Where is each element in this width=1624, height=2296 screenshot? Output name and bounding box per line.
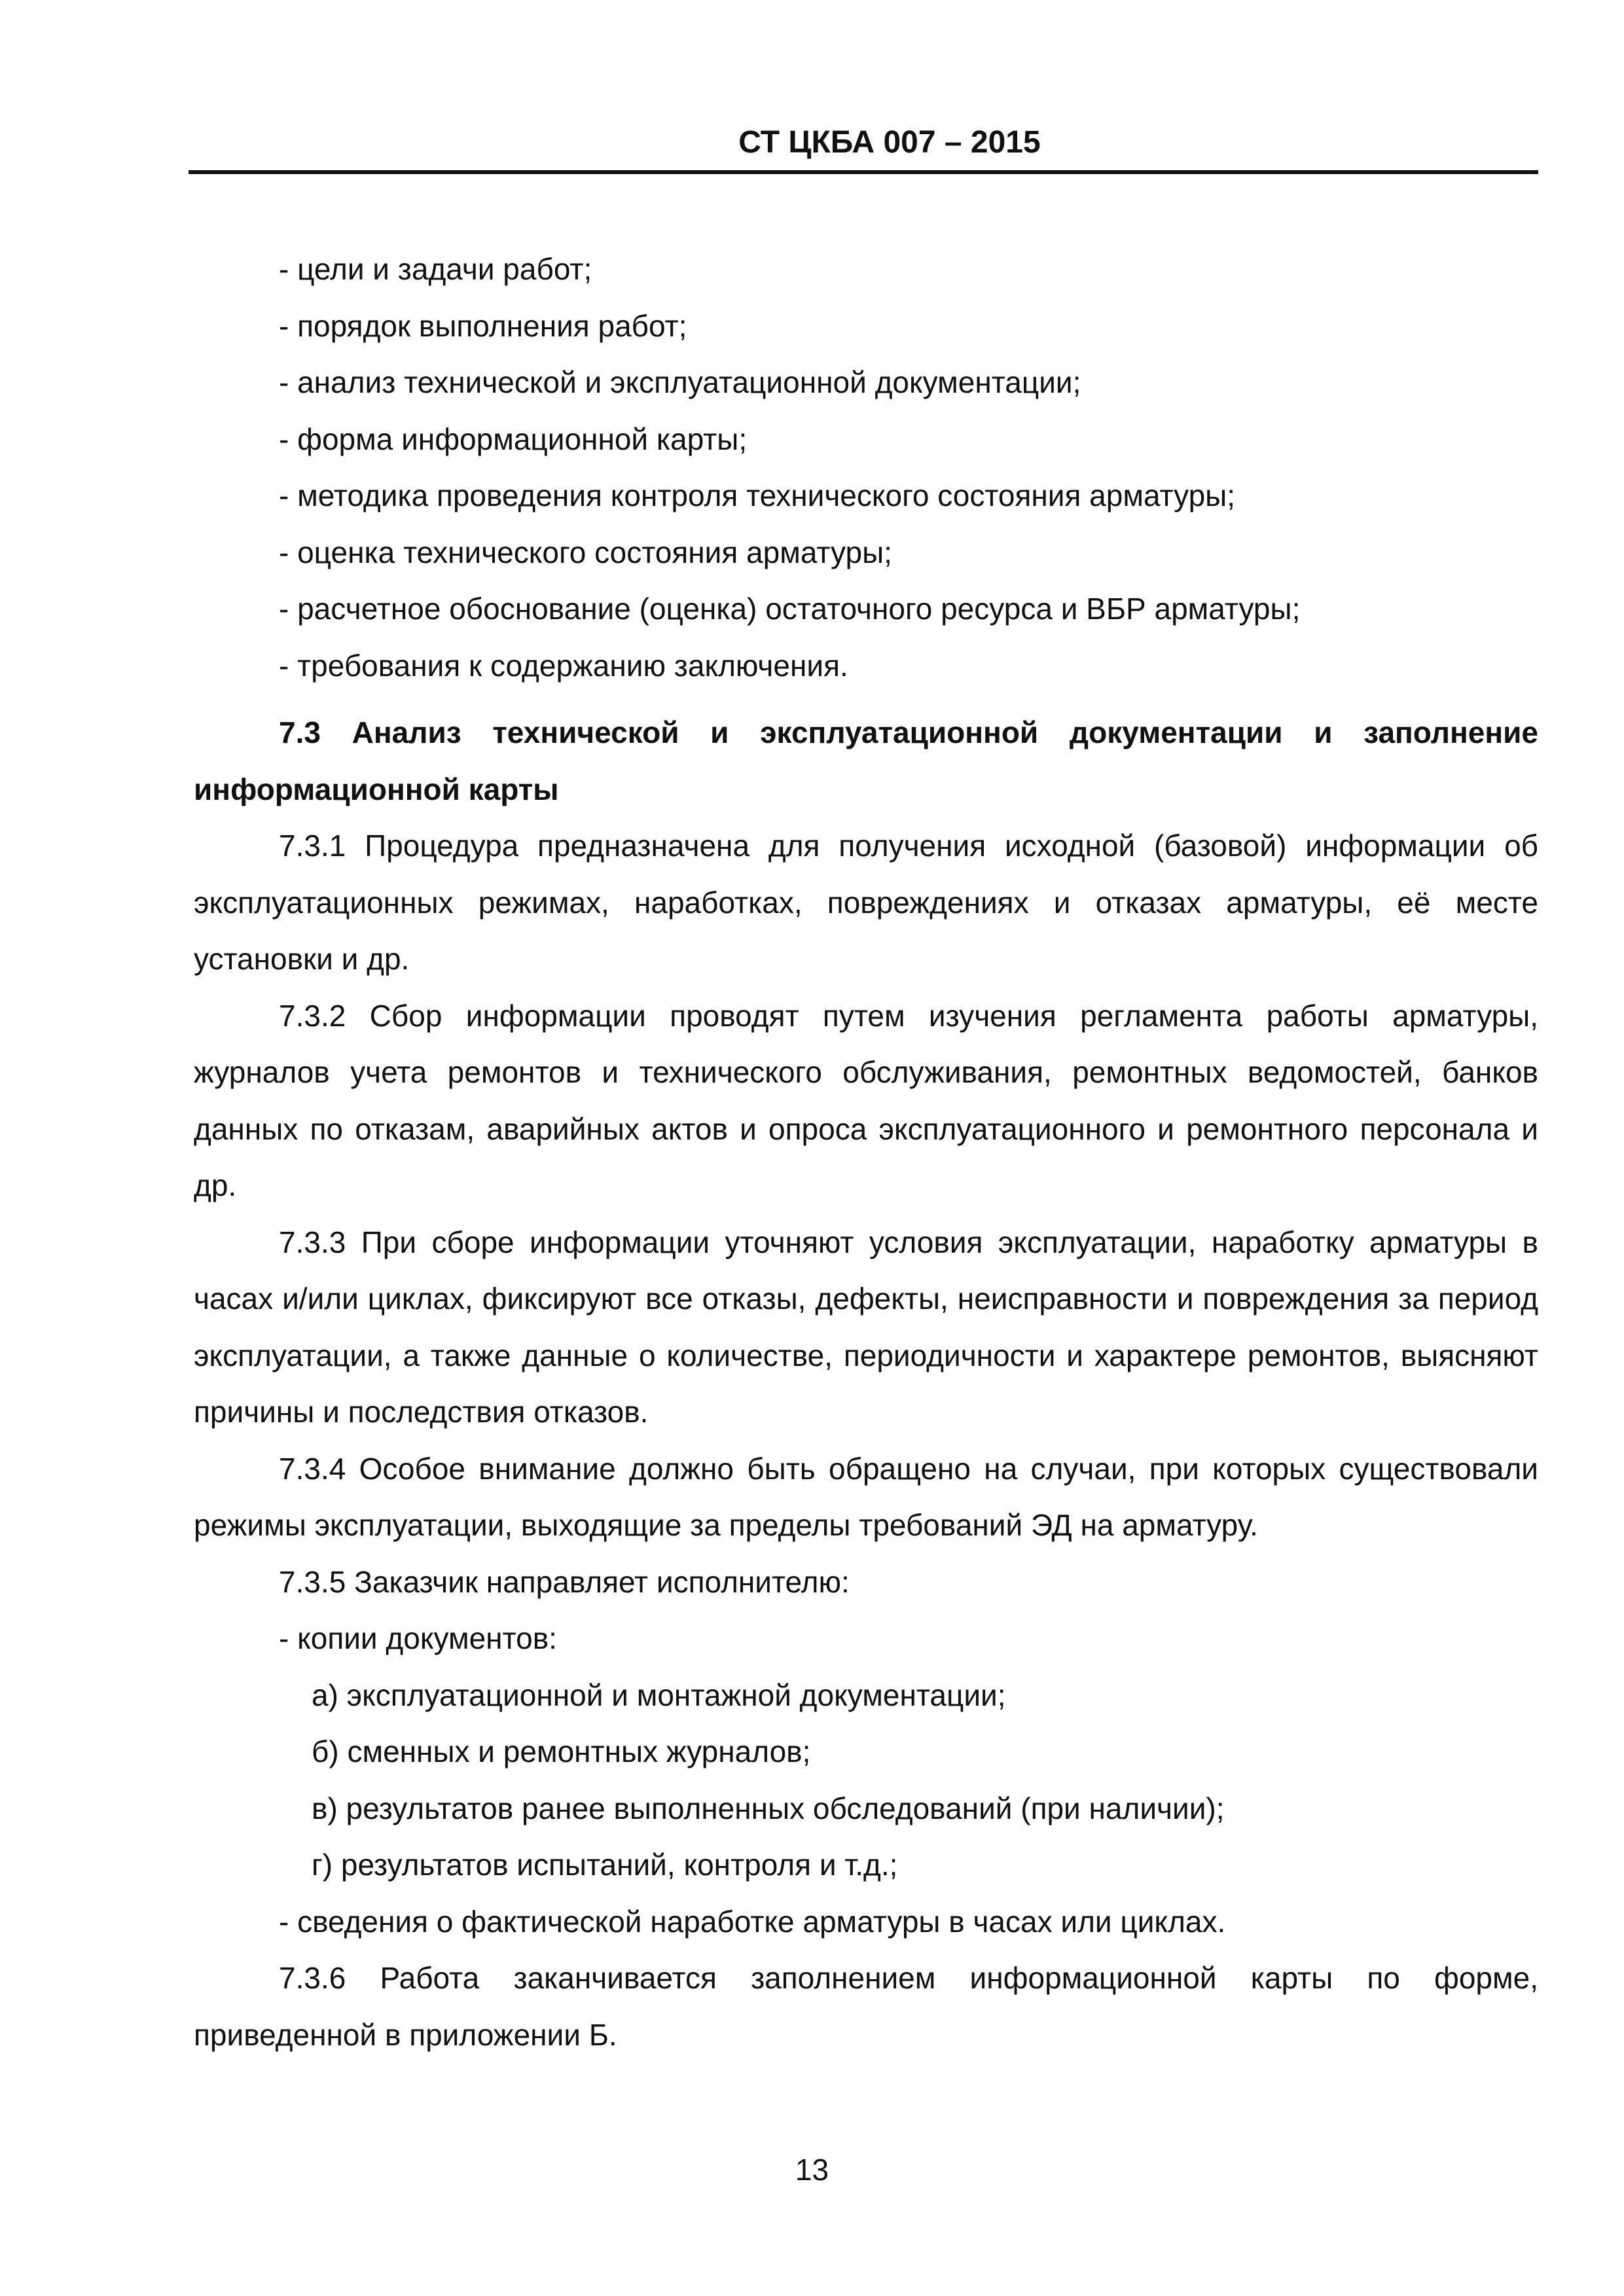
facts-item: - сведения о фактической наработке арматуры в часах или циклах. (279, 1904, 1226, 1939)
paragraph-7-3-5: 7.3.5 Заказчик направляет исполнителю: (279, 1564, 850, 1599)
paragraph-7-3-2: 7.3.2 Сбор информации проводят путем изучения регламента работы арматуры, журналов учета ремонтов и технического обслуживания, ремонтных ведомостей, банков данных по отказам, аварийных актов и опроса эксплуатационного и ремонтного персонала и др. (194, 998, 1538, 1202)
list-item: - цели и задачи работ; (279, 252, 592, 286)
page-body (194, 241, 1538, 2063)
list-item: - оценка технического состояния арматуры; (279, 535, 892, 569)
paragraph-7-3-4: 7.3.4 Особое внимание должно быть обращено на случаи, при которых существовали режимы эксплуатации, выходящие за пределы требований ЭД на арматуру. (194, 1451, 1538, 1542)
spacer (194, 694, 1538, 704)
list-item: - методика проведения контроля технического состояния арматуры; (279, 478, 1236, 512)
copies-item: в) результатов ранее выполненных обследований (при наличии); (312, 1791, 1225, 1825)
paragraph-7-3-1: 7.3.1 Процедура предназначена для получения исходной (базовой) информации об эксплуатационных режимах, наработках, повреждениях и отказах арматуры, её месте установки и др. (194, 829, 1538, 976)
list-item: - анализ технической и эксплуатационной документации; (279, 365, 1081, 399)
page-number: 13 (795, 2153, 829, 2187)
list-item: - требования к содержанию заключения. (279, 648, 848, 683)
copies-item: б) сменных и ремонтных журналов; (312, 1734, 811, 1768)
copies-lead: - копии документов: (279, 1621, 557, 1655)
list-item: - расчетное обоснование (оценка) остаточного ресурса и ВБР арматуры; (279, 592, 1301, 626)
section-heading: 7.3 Анализ технической и эксплуатационной документации и заполнение информационной карты (194, 715, 1538, 806)
copies-item: а) эксплуатационной и монтажной документации; (312, 1677, 1006, 1712)
list-item: - порядок выполнения работ; (279, 308, 687, 343)
paragraph-7-3-6: 7.3.6 Работа заканчивается заполнением информационной карты по форме, приведенной в приложении Б. (194, 1961, 1538, 2052)
copies-item: г) результатов испытаний, контроля и т.д.; (312, 1848, 898, 1882)
paragraph-7-3-3: 7.3.3 При сборе информации уточняют условия эксплуатации, наработку арматуры в часах и/или циклах, фиксируют все отказы, дефекты, неисправности и повреждения за период эксплуатации, а также данные о количестве, периодичности и характере ремонтов, выясняют причины и последствия отказов. (194, 1225, 1538, 1429)
page-header (189, 118, 1538, 174)
list-item: - форма информационной карты; (279, 422, 748, 456)
document-code: СТ ЦКБА 007 – 2015 (738, 125, 1041, 160)
